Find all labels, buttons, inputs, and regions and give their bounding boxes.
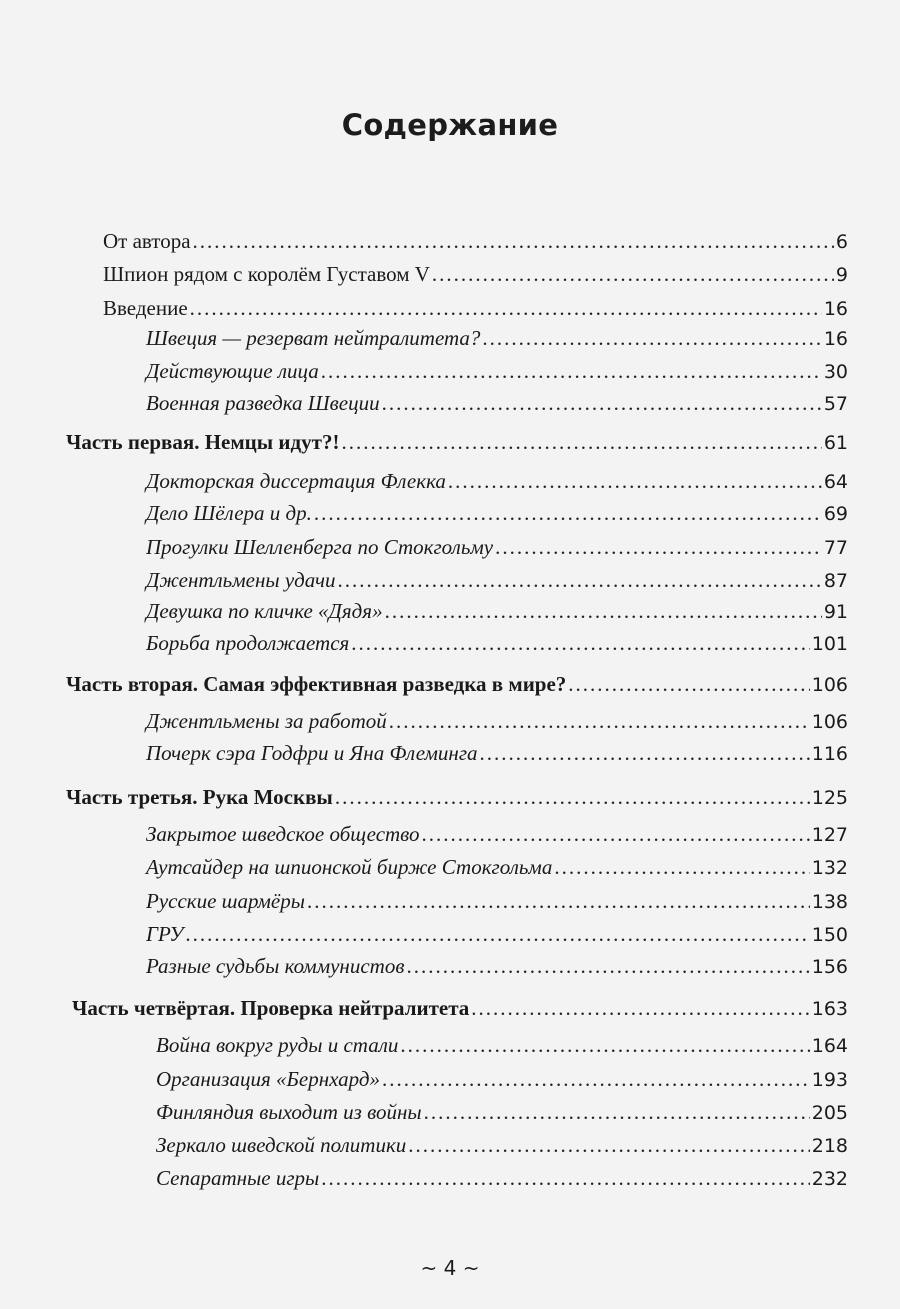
toc-part-title: Часть четвёртая. Проверка нейтралитета [72,996,470,1020]
toc-entry-page: 218 [811,1135,848,1157]
toc-entry-title: Сепаратные игры [156,1166,320,1190]
toc-entry-sub[interactable] [146,321,848,355]
toc-entry-sub[interactable] [156,1028,848,1062]
toc-leader-dots [471,991,809,1025]
toc-entry-page: 150 [811,924,848,946]
toc-leader-dots [185,917,809,951]
toc-entry-page: 116 [811,743,848,765]
toc-leader-dots [382,1062,810,1096]
toc-entry-sub[interactable] [146,949,848,983]
toc-entry-title: Дело Шёлера и др. [146,501,312,525]
toc-entry-title: Разные судьбы коммунистов [146,954,405,978]
toc-part-4[interactable] [72,991,848,1025]
toc-leader-dots [432,257,834,291]
toc-entry-page: 91 [823,601,848,623]
toc-entry-title: Девушка по кличке «Дядя» [146,599,383,623]
page-number: ~ 4 ~ [420,1256,480,1280]
toc-entry-sub[interactable] [146,563,848,597]
toc-entry-sub[interactable] [146,626,848,660]
toc-leader-dots [190,291,822,325]
toc-entry-page: 101 [811,633,848,655]
toc-entry-title: Швеция — резерват нейтралитета? [146,326,481,350]
toc-entry-page: 6 [835,231,848,253]
toc-entry-title: Закрытое шведское общество [146,822,420,846]
toc-entry-sub[interactable] [146,917,848,951]
toc-entry-title: Джентльмены за работой [146,709,387,733]
toc-entry-page: 106 [811,711,848,733]
toc-leader-dots [321,354,822,388]
toc-leader-dots [337,563,821,597]
toc-leader-dots [568,667,809,701]
toc-entry-title: Война вокруг руды и стали [156,1033,399,1057]
toc-entry-sub[interactable] [146,496,848,530]
toc-entry-page: 69 [823,503,848,525]
toc-part-2[interactable] [66,667,848,701]
toc-leader-dots [424,1095,810,1129]
toc-entry-from-author[interactable] [103,224,848,258]
toc-leader-dots [351,626,809,660]
toc-entry-title: Военная разведка Швеции [146,391,380,415]
toc-entry-title: ГРУ [146,922,184,946]
toc-entry-title: Русские шармёры [146,889,305,913]
toc-entry-sub[interactable] [146,736,848,770]
toc-leader-dots [422,817,810,851]
toc-entry-title: Зеркало шведской политики [156,1133,407,1157]
toc-entry-page: 16 [823,298,848,320]
toc-entry-page: 64 [823,471,848,493]
toc-entry-title: Организация «Бернхард» [156,1067,380,1091]
toc-entry-sub[interactable] [156,1095,848,1129]
toc-entry-sub[interactable] [156,1161,848,1195]
toc-entry-sub[interactable] [156,1062,848,1096]
toc-leader-dots [321,1161,809,1195]
toc-part-title: Часть первая. Немцы идут?! [66,430,340,454]
toc-entry-page: 87 [823,570,848,592]
toc-entry-page: 138 [811,891,848,913]
toc-entry-title: Докторская диссертация Флекка [146,469,446,493]
toc-entry-page: 125 [811,787,848,809]
toc-leader-dots [382,386,822,420]
toc-entry-title: От автора [103,229,191,253]
toc-entry-page: 16 [823,328,848,350]
toc-entry-page: 193 [811,1069,848,1091]
toc-leader-dots [341,425,821,459]
toc-entry-page: 156 [811,956,848,978]
toc-leader-dots [314,496,822,530]
toc-leader-dots [307,884,810,918]
toc-entry-page: 9 [835,264,848,286]
toc-entry-sub[interactable] [146,464,848,498]
toc-entry-page: 205 [811,1102,848,1124]
toc-entry-title: Аутсайдер на шпионской бирже Стокгольма [146,855,553,879]
toc-entry-sub[interactable] [156,1128,848,1162]
toc-entry-sub[interactable] [146,850,848,884]
toc-entry-page: 164 [811,1035,848,1057]
toc-entry-page: 232 [811,1168,848,1190]
toc-entry-spy-near-king[interactable] [103,257,848,291]
page-title: Содержание [341,108,559,142]
toc-entry-page: 163 [811,998,848,1020]
toc-part-title: Часть вторая. Самая эффективная разведка в мире? [66,672,567,696]
toc-entry-sub[interactable] [146,354,848,388]
toc-entry-page: 77 [823,537,848,559]
toc-entry-sub[interactable] [146,594,848,628]
toc-entry-title: Действующие лица [146,359,319,383]
toc-leader-dots [400,1028,809,1062]
toc-entry-title: Борьба продолжается [146,631,350,655]
toc-entry-page: 57 [823,393,848,415]
toc-entry-sub[interactable] [146,817,848,851]
toc-entry-page: 132 [811,857,848,879]
toc-entry-title: Джентльмены удачи [146,568,336,592]
toc-entry-page: 127 [811,824,848,846]
toc-leader-dots [408,1128,809,1162]
toc-entry-title: Почерк сэра Годфри и Яна Флеминга [146,741,478,765]
toc-leader-dots [389,704,810,738]
toc-leader-dots [193,224,834,258]
toc-entry-title: Прогулки Шелленберга по Стокгольму [146,535,494,559]
toc-part-title: Часть третья. Рука Москвы [66,785,333,809]
toc-entry-sub[interactable] [146,386,848,420]
toc-leader-dots [480,736,810,770]
toc-leader-dots [385,594,822,628]
toc-entry-sub[interactable] [146,530,848,564]
toc-part-1[interactable] [66,425,848,459]
toc-leader-dots [448,464,822,498]
toc-entry-title: Финляндия выходит из войны [156,1100,422,1124]
toc-leader-dots [406,949,809,983]
toc-entry-introduction[interactable] [103,291,848,325]
toc-leader-dots [482,321,821,355]
toc-entry-title: Введение [103,296,188,320]
toc-part-3[interactable] [66,780,848,814]
toc-entry-title: Шпион рядом с королём Густавом V [103,262,430,286]
toc-entry-sub[interactable] [146,704,848,738]
toc-leader-dots [495,530,822,564]
toc-entry-page: 106 [811,674,848,696]
toc-entry-sub[interactable] [146,884,848,918]
toc-leader-dots [554,850,809,884]
toc-entry-page: 30 [823,361,848,383]
toc-entry-page: 61 [823,432,848,454]
toc-leader-dots [335,780,810,814]
